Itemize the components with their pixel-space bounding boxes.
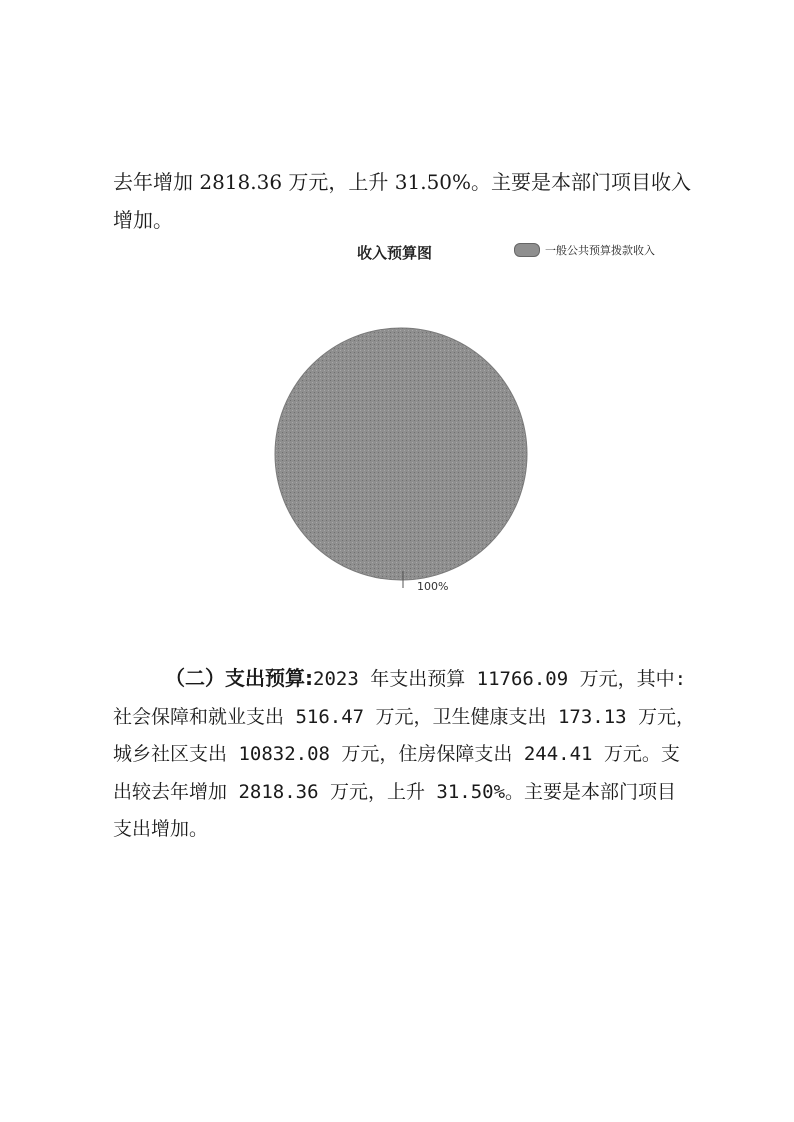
slice-value-label: 100%: [417, 580, 449, 593]
expenditure-paragraph-line-1: [113, 660, 693, 699]
income-paragraph: [113, 163, 693, 239]
legend-label: 一般公共预算拨款收入: [545, 244, 655, 257]
pie-chart-canvas: [262, 236, 702, 606]
pie-slice-0: [275, 328, 527, 580]
chart-title: 收入预算图: [357, 244, 433, 262]
expenditure-line-1-text: 2023 年支出预算 11766.09 万元，其中:: [313, 668, 687, 690]
expenditure-paragraph-line-4: 出较去年增加 2818.36 万元，上升 31.50%。主要是本部门项目: [113, 780, 677, 803]
expenditure-heading: （二）支出预算:: [165, 666, 313, 690]
chart-legend: [514, 242, 655, 258]
expenditure-paragraph-line-3: 城乡社区支出 10832.08 万元，住房保障支出 244.41 万元。支: [113, 743, 680, 765]
income-paragraph-line-1: 去年增加 2818.36 万元，上升 31.50%。主要是本部门项目收入: [113, 170, 692, 194]
income-paragraph-line-2: 增加。: [113, 208, 173, 232]
expenditure-paragraph-line-2: 社会保障和就业支出 516.47 万元，卫生健康支出 173.13 万元，: [113, 705, 696, 728]
expenditure-paragraph-line-5: 支出增加。: [113, 818, 209, 840]
legend-swatch: [514, 243, 540, 257]
expenditure-paragraph: [113, 660, 696, 849]
income-budget-chart: [262, 236, 702, 606]
